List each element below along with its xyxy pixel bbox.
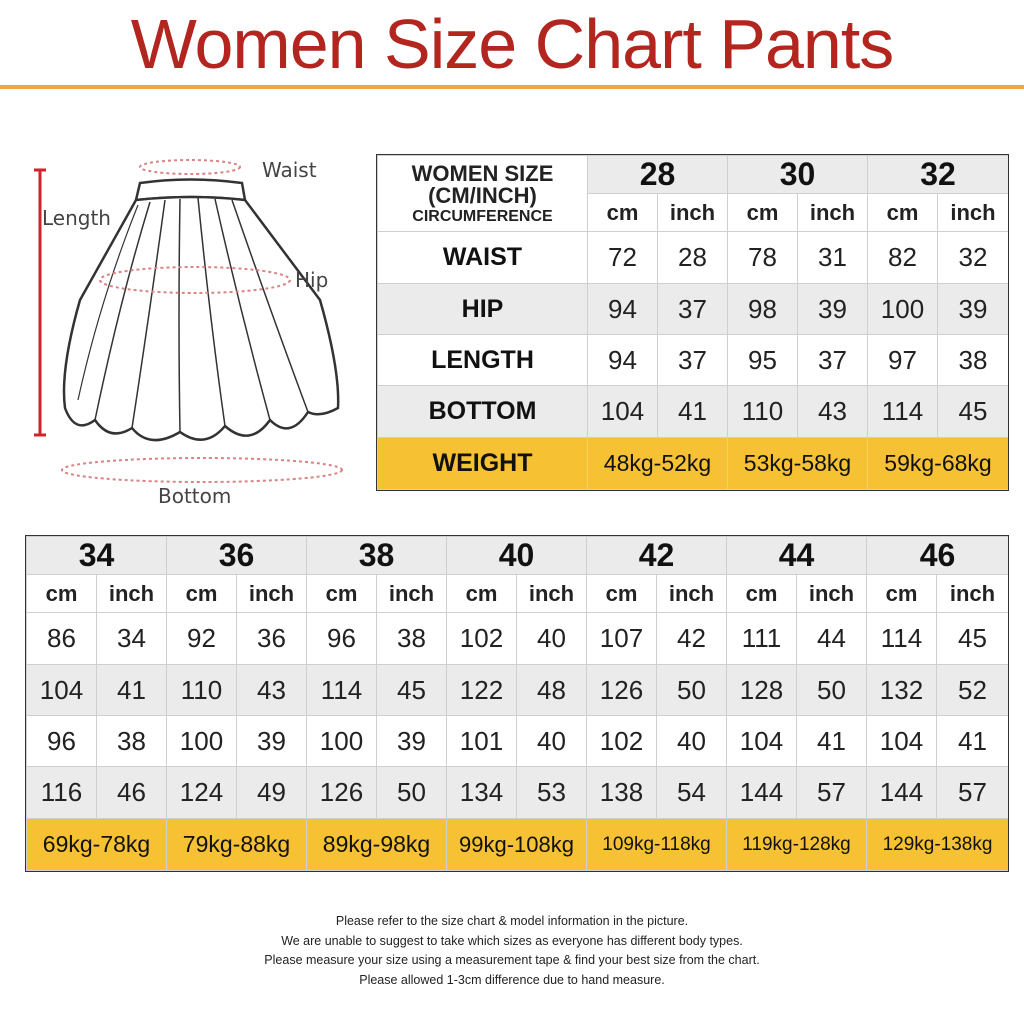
- footnotes: [0, 912, 1024, 990]
- cell-value: 122: [447, 665, 517, 716]
- weight-value: 59kg-68kg: [868, 438, 1009, 490]
- unit-cm: cm: [727, 575, 797, 613]
- cell-value: 37: [798, 335, 868, 386]
- cell-value: 32: [938, 232, 1009, 284]
- cell-value: 43: [798, 386, 868, 438]
- hip-label: Hip: [295, 268, 329, 292]
- cell-value: 100: [307, 716, 377, 767]
- unit-inch: inch: [377, 575, 447, 613]
- cell-value: 43: [237, 665, 307, 716]
- cell-value: 39: [237, 716, 307, 767]
- cell-value: 96: [307, 613, 377, 665]
- cell-value: 31: [798, 232, 868, 284]
- page-title: Women Size Chart Pants: [130, 5, 894, 83]
- unit-inch: inch: [938, 194, 1009, 232]
- cell-value: 37: [658, 335, 728, 386]
- skirt-measurement-diagram: [20, 150, 365, 520]
- table-row: [27, 767, 1009, 819]
- cell-value: 95: [728, 335, 798, 386]
- cell-value: 138: [587, 767, 657, 819]
- cell-value: 116: [27, 767, 97, 819]
- cell-value: 104: [588, 386, 658, 438]
- weight-value: 99kg-108kg: [447, 819, 587, 871]
- cell-value: 41: [658, 386, 728, 438]
- size-heading: 32: [868, 156, 1009, 194]
- row-label-length: LENGTH: [378, 335, 588, 386]
- length-label: Length: [42, 206, 111, 230]
- row-label-hip: HIP: [378, 284, 588, 335]
- cell-value: 54: [657, 767, 727, 819]
- cell-value: 100: [167, 716, 237, 767]
- cell-value: 107: [587, 613, 657, 665]
- cell-value: 38: [377, 613, 447, 665]
- cell-value: 39: [377, 716, 447, 767]
- cell-value: 94: [588, 284, 658, 335]
- size-table-bottom: [26, 536, 1009, 871]
- size-heading: 42: [587, 537, 727, 575]
- unit-cm: cm: [728, 194, 798, 232]
- cell-value: 144: [727, 767, 797, 819]
- weight-value: 53kg-58kg: [728, 438, 868, 490]
- unit-cm: cm: [867, 575, 937, 613]
- cell-value: 114: [868, 386, 938, 438]
- cell-value: 45: [938, 386, 1009, 438]
- cell-value: 78: [728, 232, 798, 284]
- weight-value: 119kg-128kg: [727, 819, 867, 871]
- size-heading: 38: [307, 537, 447, 575]
- cell-value: 102: [447, 613, 517, 665]
- unit-inch: inch: [798, 194, 868, 232]
- weight-value: 89kg-98kg: [307, 819, 447, 871]
- unit-cm: cm: [447, 575, 517, 613]
- size-heading: 44: [727, 537, 867, 575]
- cell-value: 132: [867, 665, 937, 716]
- cell-value: 50: [797, 665, 867, 716]
- cell-value: 44: [797, 613, 867, 665]
- weight-value: 69kg-78kg: [27, 819, 167, 871]
- cell-value: 50: [377, 767, 447, 819]
- unit-cm: cm: [307, 575, 377, 613]
- unit-cm: cm: [167, 575, 237, 613]
- cell-value: 101: [447, 716, 517, 767]
- cell-value: 104: [727, 716, 797, 767]
- unit-inch: inch: [797, 575, 867, 613]
- cell-value: 53: [517, 767, 587, 819]
- unit-inch: inch: [237, 575, 307, 613]
- footnote-line: Please refer to the size chart & model information in the picture.: [335, 914, 689, 928]
- size-heading: 36: [167, 537, 307, 575]
- cell-value: 86: [27, 613, 97, 665]
- cell-value: 50: [657, 665, 727, 716]
- cell-value: 39: [938, 284, 1009, 335]
- unit-inch: inch: [658, 194, 728, 232]
- waist-label: Waist: [262, 158, 317, 182]
- cell-value: 92: [167, 613, 237, 665]
- table-row: [27, 665, 1009, 716]
- cell-value: 40: [517, 716, 587, 767]
- cell-value: 41: [797, 716, 867, 767]
- cell-value: 100: [868, 284, 938, 335]
- cell-value: 28: [658, 232, 728, 284]
- cell-value: 104: [867, 716, 937, 767]
- header-line2: (CM/INCH): [428, 182, 537, 208]
- size-heading: 30: [728, 156, 868, 194]
- cell-value: 38: [97, 716, 167, 767]
- cell-value: 134: [447, 767, 517, 819]
- cell-value: 72: [588, 232, 658, 284]
- row-label-waist: WAIST: [378, 232, 588, 284]
- size-heading: 34: [27, 537, 167, 575]
- cell-value: 40: [517, 613, 587, 665]
- header-cell: [378, 156, 588, 232]
- bottom-label: Bottom: [158, 484, 232, 508]
- table-row: [378, 284, 1009, 335]
- row-label-bottom: BOTTOM: [378, 386, 588, 438]
- size-heading: 28: [588, 156, 728, 194]
- cell-value: 39: [798, 284, 868, 335]
- cell-value: 40: [657, 716, 727, 767]
- cell-value: 110: [167, 665, 237, 716]
- cell-value: 52: [937, 665, 1009, 716]
- cell-value: 48: [517, 665, 587, 716]
- weight-value: 109kg-118kg: [587, 819, 727, 871]
- cell-value: 37: [658, 284, 728, 335]
- cell-value: 34: [97, 613, 167, 665]
- footnote-line: We are unable to suggest to take which sizes as everyone has different body types.: [281, 933, 743, 948]
- cell-value: 46: [97, 767, 167, 819]
- cell-value: 57: [797, 767, 867, 819]
- cell-value: 128: [727, 665, 797, 716]
- row-label-weight: WEIGHT: [378, 438, 588, 490]
- weight-row: [27, 819, 1009, 871]
- unit-inch: inch: [657, 575, 727, 613]
- size-heading: 46: [867, 537, 1009, 575]
- title-divider: [0, 85, 1024, 89]
- unit-cm: cm: [587, 575, 657, 613]
- size-heading: 40: [447, 537, 587, 575]
- cell-value: 57: [937, 767, 1009, 819]
- cell-value: 38: [938, 335, 1009, 386]
- header-line3: CIRCUMFERENCE: [412, 207, 553, 225]
- footnote-line: Please measure your size using a measurement tape & find your best size from the chart.: [264, 953, 760, 967]
- table-row: [378, 386, 1009, 438]
- cell-value: 45: [937, 613, 1009, 665]
- cell-value: 102: [587, 716, 657, 767]
- unit-inch: inch: [97, 575, 167, 613]
- cell-value: 126: [587, 665, 657, 716]
- cell-value: 45: [377, 665, 447, 716]
- weight-value: 48kg-52kg: [588, 438, 728, 490]
- cell-value: 96: [27, 716, 97, 767]
- unit-cm: cm: [27, 575, 97, 613]
- table-row: [378, 232, 1009, 284]
- cell-value: 110: [728, 386, 798, 438]
- cell-value: 114: [307, 665, 377, 716]
- cell-value: 126: [307, 767, 377, 819]
- unit-cm: cm: [868, 194, 938, 232]
- cell-value: 104: [27, 665, 97, 716]
- cell-value: 98: [728, 284, 798, 335]
- cell-value: 114: [867, 613, 937, 665]
- weight-row: [378, 438, 1009, 490]
- weight-value: 129kg-138kg: [867, 819, 1009, 871]
- cell-value: 124: [167, 767, 237, 819]
- table-row: [27, 613, 1009, 665]
- cell-value: 41: [97, 665, 167, 716]
- unit-cm: cm: [588, 194, 658, 232]
- cell-value: 97: [868, 335, 938, 386]
- cell-value: 42: [657, 613, 727, 665]
- size-table-top: [377, 155, 1009, 490]
- cell-value: 49: [237, 767, 307, 819]
- unit-inch: inch: [517, 575, 587, 613]
- cell-value: 94: [588, 335, 658, 386]
- cell-value: 144: [867, 767, 937, 819]
- footnote-line: Please allowed 1-3cm difference due to hand measure.: [359, 972, 665, 987]
- table-row: [27, 716, 1009, 767]
- weight-value: 79kg-88kg: [167, 819, 307, 871]
- header-line1: WOMEN SIZE: [411, 160, 554, 186]
- unit-inch: inch: [937, 575, 1009, 613]
- cell-value: 111: [727, 613, 797, 665]
- cell-value: 82: [868, 232, 938, 284]
- table-row: [378, 335, 1009, 386]
- cell-value: 41: [937, 716, 1009, 767]
- cell-value: 36: [237, 613, 307, 665]
